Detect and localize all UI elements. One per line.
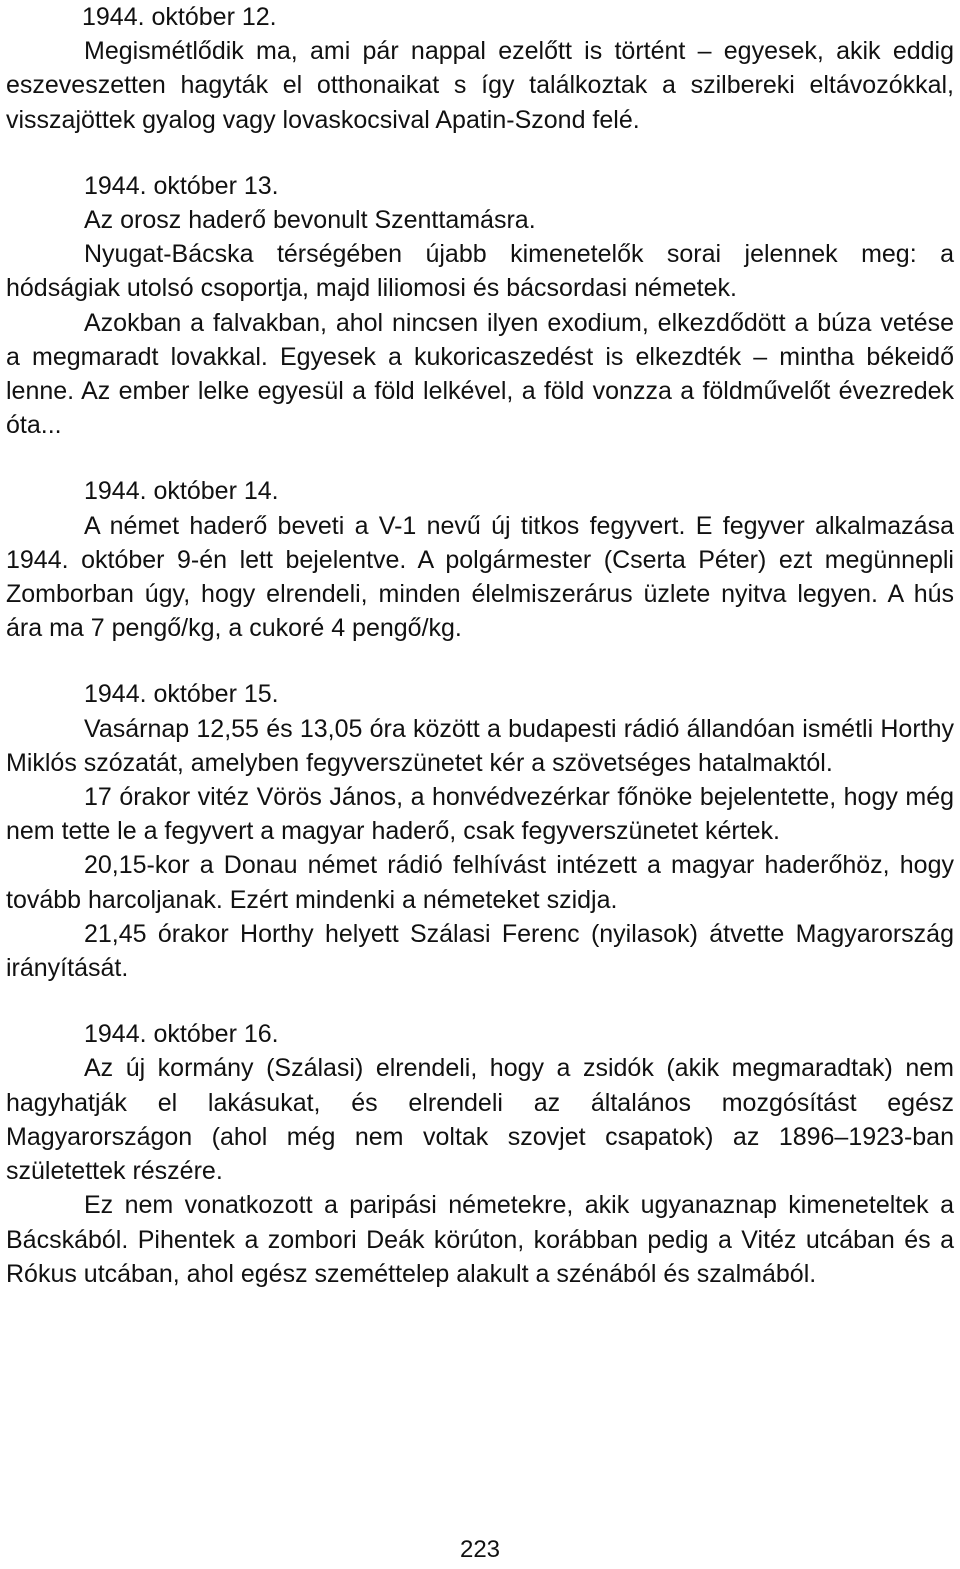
diary-entry-oct-16: [6, 1017, 954, 1291]
entry-paragraph: Vasárnap 12,55 és 13,05 óra között a budapesti rádió állandóan ismétli Horthy Miklós szózatát, amelyben fegyverszünetet kér a szövetséges hatalmaktól.: [6, 714, 954, 777]
page-number: 223: [459, 1536, 501, 1563]
diary-entry-oct-13: [6, 169, 954, 443]
diary-entry-oct-12: [6, 0, 954, 137]
entry-paragraph: Nyugat-Bácska térségében újabb kimenetelők sorai jelennek meg: a hódságiak utolsó csoportja, majd liliomosi és bácsordasi németek.: [6, 240, 954, 303]
entry-date: 1944. október 12.: [82, 3, 277, 31]
entry-paragraph: Az új kormány (Szálasi) elrendeli, hogy a zsidók (akik megmaradtak) nem hagyhatják el lakásukat, és elrendeli az általános mozgósítást egész Magyarországon (ahol még nem voltak szovjet csapatok) az 1896–1923-ban születettek részére.: [6, 1054, 954, 1186]
entry-paragraph: 21,45 órakor Horthy helyett Szálasi Ferenc (nyilasok) átvette Magyarország irányítását.: [6, 919, 954, 983]
entry-paragraph: A német haderő beveti a V-1 nevű új titkos fegyvert. E fegyver alkalmazása 1944. október 9-én lett bejelentve. A polgármester (Cserta Péter) ezt megünnepli Zomborban úgy, hogy elrendeli, minden élelmiszerárus üzlete nyitva legyen. A hús ára ma 7 pengő/kg, a cukoré 4 pengő/kg.: [6, 511, 954, 643]
entry-paragraph: Azokban a falvakban, ahol nincsen ilyen exodium, elkezdődött a búza vetése a megmaradt lovakkal. Egyesek a kukoricaszedést is elkezdték – mintha békeidő lenne. Az ember lelke egyesül a föld lelkével, a föld vonzza a földművelőt évezredek óta...: [6, 308, 954, 440]
entry-paragraph: Az orosz haderő bevonult Szenttamásra.: [84, 206, 536, 235]
document-text: [6, 0, 954, 1291]
entry-paragraph: 17 órakor vitéz Vörös János, a honvédvezérkar főnöke bejelentette, hogy még nem tette le a fegyvert a magyar haderő, csak fegyverszünetet kértek.: [6, 783, 954, 846]
diary-entry-oct-14: [6, 474, 954, 645]
entry-paragraph: Ez nem vonatkozott a paripási németekre, akik ugyanaznap kimeneteltek a Bácskából. Pihentek a zombori Deák körúton, korábban pedig a Vitéz utcában és a Rókus utcában, ahol egész szeméttelep alakult a szénából és szalmából.: [6, 1191, 954, 1288]
entry-date: 1944. október 14.: [84, 477, 279, 506]
entry-date: 1944. október 13.: [84, 171, 279, 200]
diary-entry-oct-15: [6, 677, 954, 985]
entry-date: 1944. október 15.: [84, 680, 279, 709]
entry-date: 1944. október 16.: [84, 1020, 279, 1049]
entry-paragraph: Megismétlődik ma, ami pár nappal ezelőtt is történt – egyesek, akik eddig eszeveszetten hagyták el otthonaikat s így találkoztak a szilbereki eltávozókkal, visszajöttek gyalog vagy lovaskocsival Apatin-Szond felé.: [6, 37, 954, 134]
entry-paragraph: 20,15-kor a Donau német rádió felhívást intézett a magyar haderőhöz, hogy tovább harcoljanak. Ezért mindenki a németeket szidja.: [6, 851, 954, 914]
